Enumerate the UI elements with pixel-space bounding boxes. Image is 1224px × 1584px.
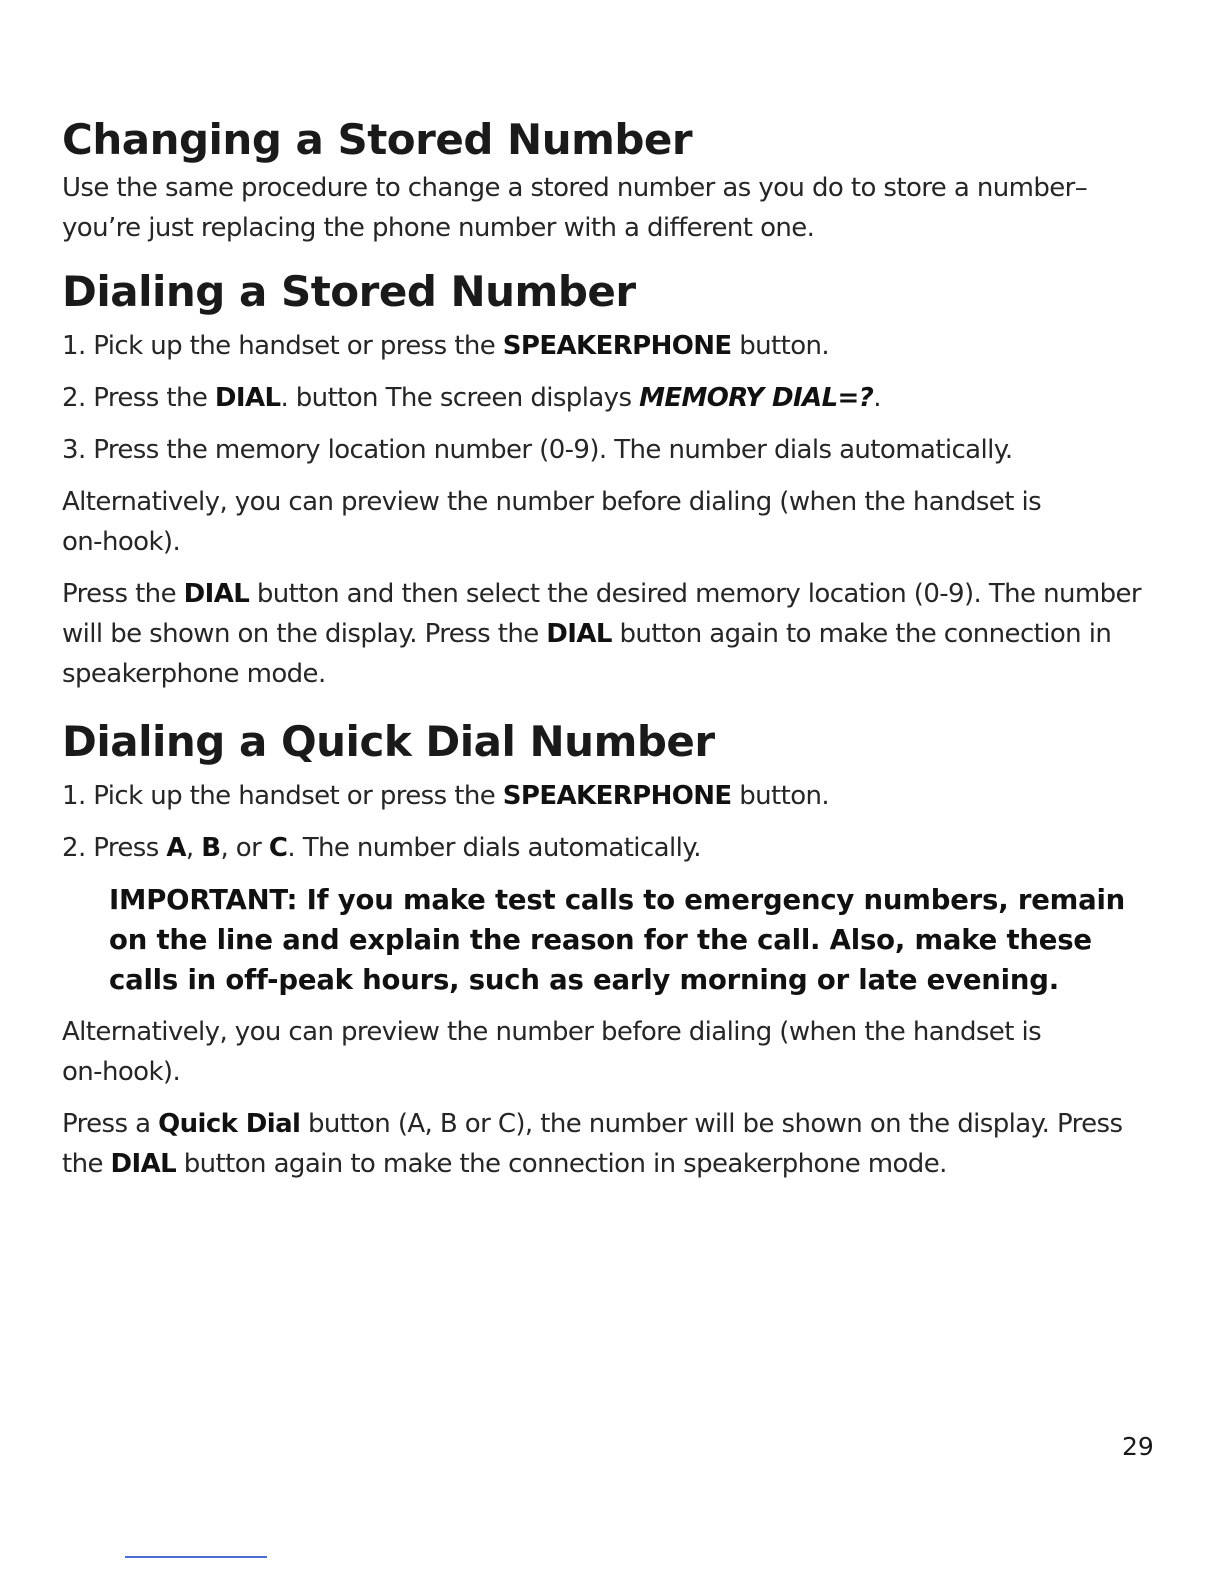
paragraph-line: on-hook). (62, 527, 181, 557)
paragraph-line: Use the same procedure to change a stored number as you do to store a number– (62, 173, 1088, 203)
dialing-quick-dial-body (62, 776, 1125, 1184)
text: the (62, 1149, 111, 1179)
paragraph-line: speakerphone mode. (62, 659, 326, 689)
speakerphone-key-label: SPEAKERPHONE (502, 331, 732, 361)
key-b-label: B (201, 833, 221, 863)
step-text: , (185, 833, 202, 863)
text: button again to make the connection in speakerphone mode. (176, 1149, 947, 1179)
step-text: button. (731, 331, 830, 361)
paragraph-line: Alternatively, you can preview the number before dialing (when the handset is (62, 487, 1042, 517)
text: button and then select the desired memory location (0-9). The number (249, 579, 1141, 609)
dial-key-label: DIAL (110, 1149, 177, 1179)
paragraph-line: you’re just replacing the phone number with a different one. (62, 213, 815, 243)
screen-display-text: MEMORY DIAL=? (639, 383, 874, 413)
paragraph-line (62, 1144, 1125, 1184)
footer-rule (125, 1556, 267, 1558)
dialing-stored-number-heading: Dialing a Stored Number (62, 267, 636, 316)
quick-dial-key-label: Quick Dial (158, 1109, 301, 1139)
notice-line: on the line and explain the reason for the call. Also, make these (109, 924, 1092, 956)
step-text: 1. Pick up the handset or press the (62, 331, 503, 361)
step-text: . button The screen displays (280, 383, 640, 413)
step-text: . (873, 383, 881, 413)
step-2 (62, 378, 1141, 418)
dialing-quick-dial-heading: Dialing a Quick Dial Number (62, 717, 715, 766)
paragraph-line (62, 1104, 1125, 1144)
speakerphone-key-label: SPEAKERPHONE (502, 781, 732, 811)
changing-stored-number-heading: Changing a Stored Number (62, 115, 693, 164)
dial-key-label: DIAL (546, 619, 612, 649)
step-text: . The number dials automatically. (287, 833, 701, 863)
dialing-stored-number-body (62, 326, 1141, 694)
paragraph-line: Alternatively, you can preview the number before dialing (when the handset is (62, 1017, 1042, 1047)
step-text: button. (731, 781, 830, 811)
key-c-label: C (268, 833, 288, 863)
step-text: 2. Press (62, 833, 167, 863)
paragraph-line (62, 574, 1141, 614)
important-notice (109, 880, 1125, 1000)
step-text: , or (220, 833, 269, 863)
notice-line: IMPORTANT: If you make test calls to emergency numbers, remain (109, 884, 1126, 916)
step-1 (62, 326, 1141, 366)
notice-line: calls in off-peak hours, such as early morning or late evening. (109, 964, 1060, 996)
text: Press a (62, 1109, 159, 1139)
step-1 (62, 776, 1125, 816)
step-text: 2. Press the (62, 383, 215, 413)
step-text: 1. Pick up the handset or press the (62, 781, 503, 811)
paragraph-line (62, 614, 1141, 654)
changing-stored-number-body (62, 168, 1087, 248)
text: Press the (62, 579, 184, 609)
dial-key-label: DIAL (183, 579, 250, 609)
text: will be shown on the display. Press the (62, 619, 547, 649)
step-3: 3. Press the memory location number (0-9). The number dials automatically. (62, 435, 1013, 465)
step-2 (62, 828, 1125, 868)
paragraph-line: on-hook). (62, 1057, 181, 1087)
dial-key-label: DIAL (214, 383, 281, 413)
text: button (A, B or C), the number will be shown on the display. Press (300, 1109, 1123, 1139)
text: button again to make the connection in (611, 619, 1112, 649)
page-number: 29 (1122, 1432, 1154, 1461)
key-a-label: A (166, 833, 186, 863)
